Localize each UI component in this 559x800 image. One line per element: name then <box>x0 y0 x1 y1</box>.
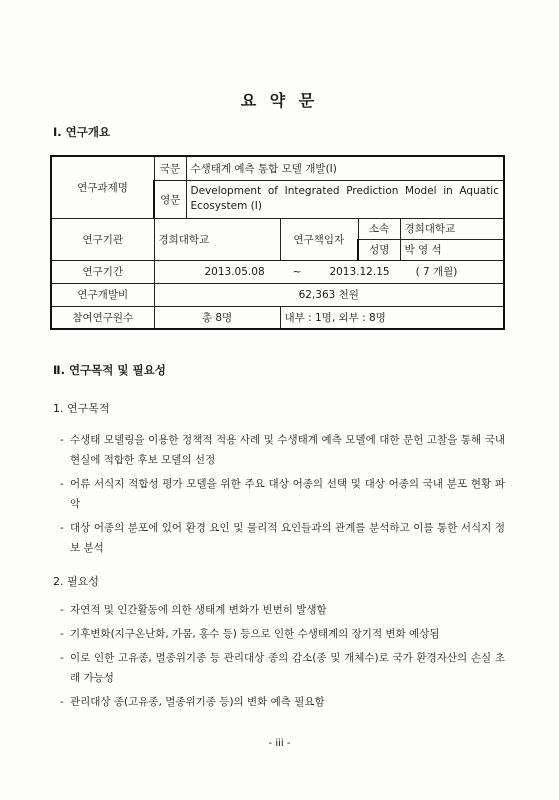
necessity-item: - 관리대상 종(고유종, 멸종위기종 등)의 변화 예측 필요함 <box>60 696 325 708</box>
purpose-item: - 어류 서식지 적합성 평가 모델을 위한 주요 대상 어종의 선택 및 대상 어종의 국내 분포 현황 파악 <box>60 478 505 510</box>
researchers-breakdown: 내부 : 1명, 외부 : 8명 <box>280 306 504 329</box>
page-title: 요 약 문 <box>240 91 319 110</box>
institution-value: 경희대학교 <box>154 218 280 260</box>
project-name-label: 연구과제명 <box>51 156 154 218</box>
english-label: 영문 <box>154 180 186 218</box>
affiliation-label: 소속 <box>358 218 400 239</box>
researchers-total: 총 8명 <box>154 306 280 329</box>
purpose-list <box>60 430 505 558</box>
purpose-item: - 대상 어종의 분포에 있어 환경 요인 및 물리적 요인들과의 관계를 분석하고 이를 통한 서식지 정보 분석 <box>60 522 505 554</box>
researchers-label: 참여연구원수 <box>51 306 154 329</box>
budget-value: 62,363 천원 <box>154 283 504 306</box>
necessity-item: - 기후변화(지구온난화, 가뭄, 홍수 등) 등으로 인한 수생태계의 장기적 변화 예상됨 <box>60 628 440 640</box>
korean-title: 수생태계 예측 통합 모델 개발(I) <box>186 156 504 180</box>
period-value <box>154 260 504 283</box>
period-end: 2013.12.15 <box>329 266 390 278</box>
budget-label: 연구개발비 <box>51 283 154 306</box>
period-label: 연구기간 <box>51 260 154 283</box>
section-heading-purpose-necessity: Ⅱ. 연구목적 및 필요성 <box>53 363 166 377</box>
english-title: Development of Integrated Prediction Model in Aquatic Ecosystem (I) <box>186 180 504 218</box>
pi-label: 연구책임자 <box>280 218 358 260</box>
purpose-heading: 1. 연구목적 <box>53 402 110 415</box>
name-value: 박 영 석 <box>400 239 504 260</box>
section-heading-overview: Ⅰ. 연구개요 <box>53 125 111 139</box>
affiliation-value: 경희대학교 <box>400 218 504 239</box>
institution-label: 연구기관 <box>51 218 154 260</box>
purpose-item: - 수생태 모델링을 이용한 정책적 적용 사례 및 수생태계 예측 모델에 대한 문헌 고찰을 통해 국내 현실에 적합한 후보 모델의 선정 <box>60 434 505 466</box>
korean-label: 국문 <box>154 156 186 180</box>
period-separator: ~ <box>292 266 302 278</box>
necessity-item: - 자연적 및 인간활동에 의한 생태계 변화가 빈번히 발생함 <box>60 604 327 616</box>
necessity-item: - 이로 인한 고유종, 멸종위기종 등 관리대상 종의 감소(종 및 개체수)로 국가 환경자산의 손실 초래 가능성 <box>60 652 505 684</box>
overview-table <box>50 155 505 330</box>
name-label: 성명 <box>358 239 400 260</box>
necessity-heading: 2. 필요성 <box>53 575 99 588</box>
period-months: ( 7 개월) <box>415 266 458 278</box>
page-number: - iii - <box>268 738 291 749</box>
necessity-list <box>60 600 505 712</box>
period-start: 2013.05.08 <box>204 266 265 278</box>
